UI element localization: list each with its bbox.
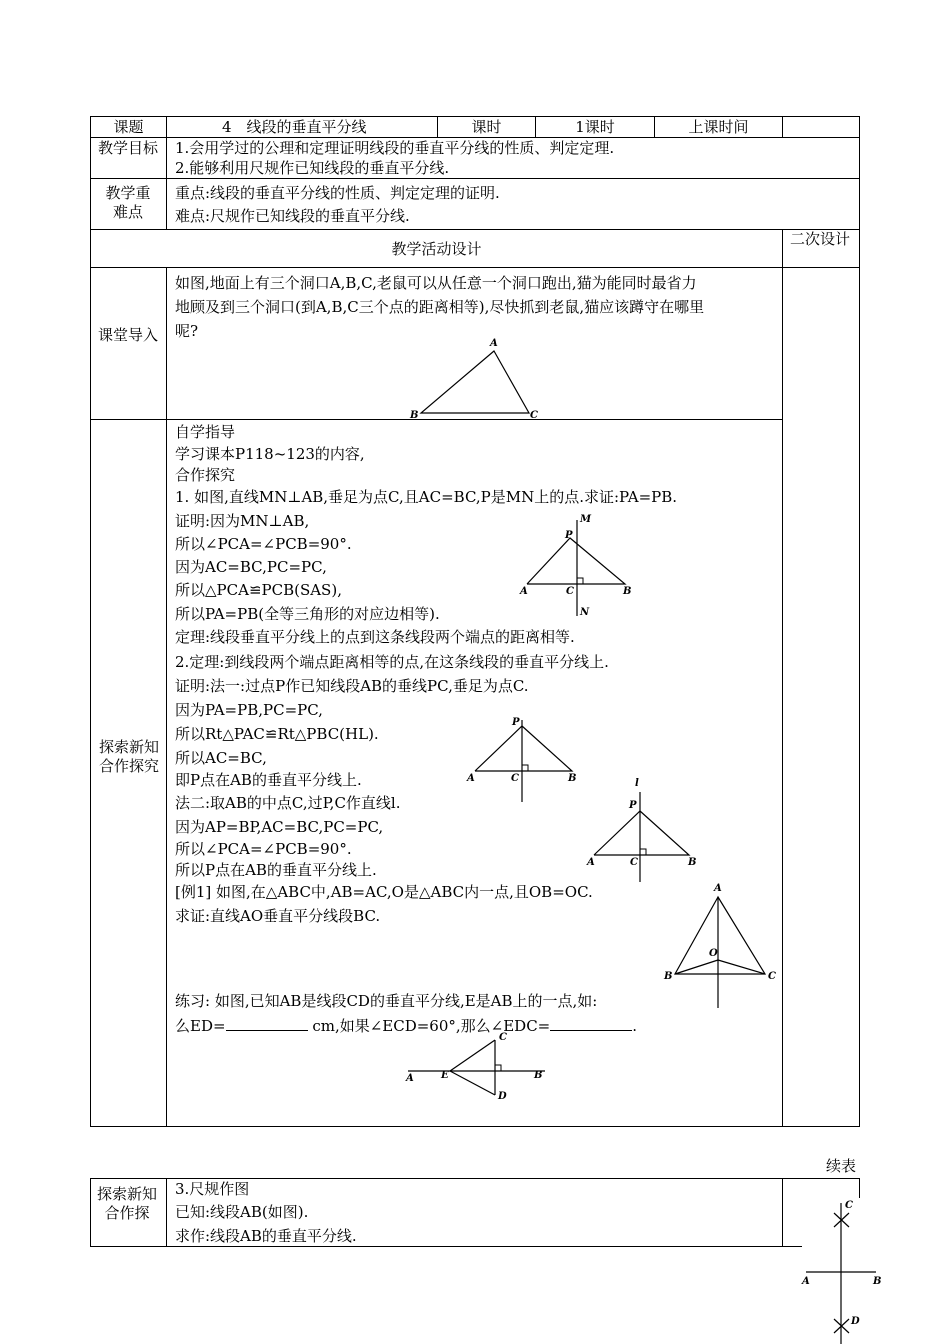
fig1-label-c: C — [566, 586, 574, 597]
continued-label: 续表 — [826, 1157, 857, 1175]
explore-line: 所以AC=BC, — [175, 749, 267, 767]
construction-label-d: D — [851, 1316, 860, 1327]
explore-line: 所以∠PCA=∠PCB=90°. — [175, 535, 352, 553]
explore-line: 合作探究 — [175, 466, 236, 484]
difficulty-text: 难点:尺规作已知线段的垂直平分线. — [175, 207, 410, 225]
period-label: 课时 — [471, 118, 502, 136]
explore-line: 学习课本P118~123的内容, — [175, 445, 365, 463]
explore-line: 即P点在AB的垂直平分线上. — [175, 771, 362, 789]
fig3-label-b: B — [688, 857, 697, 868]
intro-label-b: B — [410, 410, 419, 421]
explore-line: 2.定理:到线段两个端点距离相等的点,在这条线段的垂直平分线上. — [175, 653, 609, 671]
topic-value: 4 线段的垂直平分线 — [222, 118, 367, 136]
construction-label-b: B — [873, 1276, 882, 1287]
second-design-label: 二次设计 — [790, 230, 851, 248]
fig2-label-p: P — [512, 717, 520, 728]
intro-label: 课堂导入 — [98, 326, 159, 344]
period-value: 1课时 — [575, 118, 615, 136]
explore-line: 所以△PCA≌PCB(SAS), — [175, 581, 342, 599]
construction-title: 3.尺规作图 — [175, 1180, 250, 1198]
fig3-label-l: l — [635, 778, 639, 789]
explore-line: 因为AC=BC,PC=PC, — [175, 558, 327, 576]
fig1-label-a: A — [520, 586, 528, 597]
construction-label-c: C — [845, 1200, 853, 1211]
intro-label-c: C — [530, 410, 538, 421]
explore-line: 因为PA=PB,PC=PC, — [175, 701, 323, 719]
intro-label-a: A — [490, 338, 498, 349]
fig5-label-a: A — [406, 1073, 414, 1084]
fig4-label-a: A — [714, 883, 722, 894]
continued-section-label: 探索新知合作探 — [96, 1185, 157, 1222]
activity-title: 教学活动设计 — [391, 240, 482, 258]
explore-label: 探索新知合作探究 — [98, 738, 159, 775]
explore-line: 证明:法一:过点P作已知线段AB的垂线PC,垂足为点C. — [175, 677, 529, 695]
fig2-label-b: B — [568, 773, 577, 784]
fig1-label-m: M — [580, 514, 592, 525]
construction-task: 求作:线段AB的垂直平分线. — [175, 1227, 357, 1245]
exercise-line-2: 么ED= cm,如果∠ECD=60°,那么∠EDC= . — [175, 1017, 638, 1035]
fig5-label-d: D — [498, 1091, 507, 1102]
fig3-label-a: A — [587, 857, 595, 868]
fig5-label-c: C — [499, 1032, 507, 1043]
objective-2: 2.能够利用尺规作已知线段的垂直平分线. — [175, 159, 450, 177]
class-time-label: 上课时间 — [688, 118, 749, 136]
objective-1: 1.会用学过的公理和定理证明线段的垂直平分线的性质、判定定理. — [175, 139, 615, 157]
explore-line: 定理:线段垂直平分线上的点到这条线段两个端点的距离相等. — [175, 628, 575, 646]
construction-label-a: A — [802, 1276, 810, 1287]
fig3-label-p: P — [629, 800, 637, 811]
fig5-label-b: B — [534, 1070, 543, 1081]
intro-line-2: 地顾及到三个洞口(到A,B,C三个点的距离相等),尽快抓到老鼠,猫应该蹲守在哪里 — [175, 298, 705, 316]
topic-label: 课题 — [113, 118, 144, 136]
explore-line: 自学指导 — [175, 423, 236, 441]
fig1-label-b: B — [623, 586, 632, 597]
fig3-label-c: C — [630, 857, 638, 868]
explore-line: 1. 如图,直线MN⊥AB,垂足为点C,且AC=BC,P是MN上的点.求证:PA=PB. — [175, 488, 678, 506]
focus-text: 重点:线段的垂直平分线的性质、判定定理的证明. — [175, 184, 500, 202]
objectives-label: 教学目标 — [98, 139, 159, 157]
fig1-label-p: P — [565, 530, 573, 541]
explore-line: [例1] 如图,在△ABC中,AB=AC,O是△ABC内一点,且OB=OC. — [175, 883, 593, 901]
explore-line: 法二:取AB的中点C,过P,C作直线l. — [175, 794, 401, 812]
explore-line: 证明:因为MN⊥AB, — [175, 512, 310, 530]
exercise-line-1: 练习: 如图,已知AB是线段CD的垂直平分线,E是AB上的一点,如: — [175, 992, 598, 1010]
explore-line: 所以PA=PB(全等三角形的对应边相等). — [175, 605, 440, 623]
intro-line-1: 如图,地面上有三个洞口A,B,C,老鼠可以从任意一个洞口跑出,猫为能同时最省力 — [175, 274, 697, 292]
construction-given: 已知:线段AB(如图). — [175, 1203, 309, 1221]
explore-line: 所以Rt△PAC≌Rt△PBC(HL). — [175, 725, 379, 743]
fig5-label-e: E — [441, 1070, 449, 1081]
explore-line: 所以∠PCA=∠PCB=90°. — [175, 840, 352, 858]
fig4-label-c: C — [768, 971, 776, 982]
explore-line: 因为AP=BP,AC=BC,PC=PC, — [175, 818, 384, 836]
fig2-label-a: A — [467, 773, 475, 784]
fig4-label-b: B — [664, 971, 673, 982]
fig2-label-c: C — [511, 773, 519, 784]
fig1-label-n: N — [580, 607, 590, 618]
fig4-label-o: O — [709, 948, 718, 959]
explore-line: 所以P点在AB的垂直平分线上. — [175, 861, 377, 879]
key-points-label: 教学重难点 — [105, 184, 151, 221]
explore-line: 求证:直线AO垂直平分线段BC. — [175, 907, 381, 925]
intro-line-3: 呢? — [175, 322, 199, 340]
